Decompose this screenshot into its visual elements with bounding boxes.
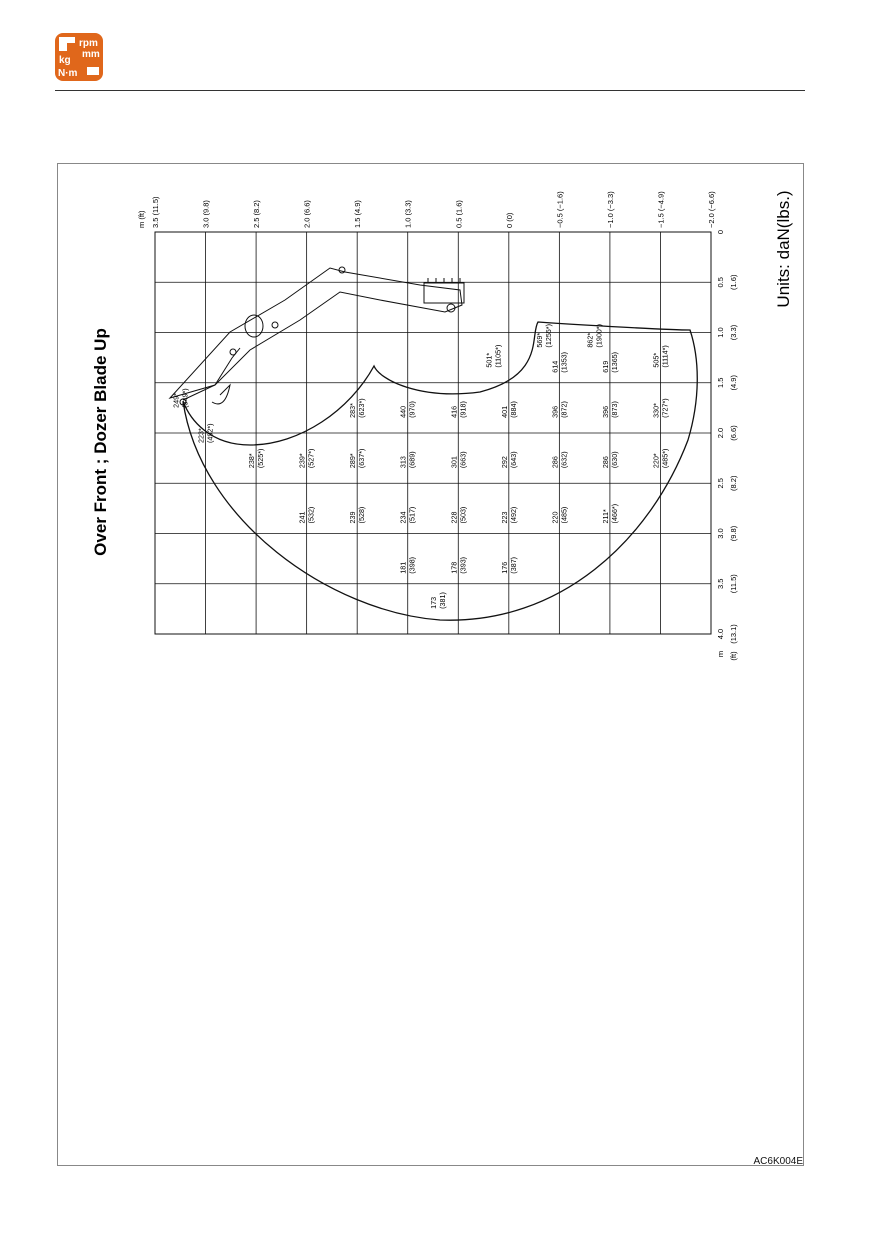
load-value-lbs: (1900*) [594, 323, 604, 348]
load-value-kgf: 234 [398, 511, 408, 524]
load-value-kgf: 313 [398, 456, 408, 469]
load-value-lbs: (527*) [306, 448, 316, 469]
load-point [601, 352, 619, 373]
radius-tick-ft: (4.9) [729, 375, 738, 391]
load-point [348, 398, 366, 418]
radius-unit-m: m [716, 650, 725, 658]
load-value-lbs: (1255*) [544, 323, 554, 348]
load-value-lbs: (623*) [357, 398, 367, 418]
height-tick-label: 0 (0) [504, 212, 514, 228]
height-tick-label: 2.5 (8.2) [252, 200, 262, 228]
load-value-lbs: (387) [508, 556, 518, 574]
load-value-kgf: 301 [449, 456, 459, 469]
height-tick-label: 3.0 (9.8) [201, 200, 211, 228]
height-tick-label: −1.5 (−4.9) [656, 191, 666, 228]
load-value-kgf: 286 [550, 456, 560, 469]
load-value-lbs: (381) [438, 592, 448, 609]
load-point [651, 449, 669, 469]
load-value-kgf: 614 [550, 360, 560, 373]
load-point [449, 401, 467, 418]
load-point [500, 451, 518, 468]
boom-upper-pivot [339, 267, 345, 273]
radius-tick-m: 2.5 [716, 478, 725, 489]
load-point [651, 345, 669, 368]
load-point [500, 557, 518, 574]
load-value-lbs: (492*) [205, 423, 215, 444]
height-tick-label: 2.0 (6.6) [302, 200, 312, 228]
radius-tick-ft: (11.5) [729, 574, 738, 594]
excavator-arm-drawing [170, 267, 464, 405]
load-point [298, 449, 316, 469]
load-value-kgf: 176 [499, 561, 509, 574]
load-value-lbs: (492) [508, 506, 518, 524]
radius-axis [716, 230, 738, 661]
load-value-kgf: 223* [196, 428, 206, 444]
load-point [500, 401, 518, 418]
load-value-lbs: (1105*) [493, 344, 503, 368]
load-value-lbs: (872) [559, 401, 569, 418]
logo-text-mm: mm [82, 49, 100, 60]
load-value-lbs: (1114*) [660, 345, 670, 368]
load-value-kgf: 330* [651, 403, 661, 418]
load-value-kgf: 416 [449, 405, 459, 418]
chart-grid [155, 232, 711, 634]
load-value-kgf: 239 [348, 511, 358, 524]
boom-lower-pivot [272, 322, 278, 328]
load-value-kgf: 228 [449, 511, 459, 524]
radius-unit-ft: (ft) [729, 651, 738, 661]
load-value-kgf: 239* [297, 453, 307, 469]
radius-tick-m: 3.5 [716, 578, 725, 589]
load-point [429, 592, 447, 609]
load-value-kgf: 289* [348, 453, 358, 469]
height-tick-label: 1.0 (3.3) [403, 200, 413, 228]
load-value-kgf: 292 [499, 456, 509, 469]
radius-tick-m: 0 [716, 229, 725, 235]
figure-code: AC6K004E [753, 1156, 803, 1167]
logo-text-kg: kg [59, 55, 71, 66]
load-value-lbs: (549*) [180, 388, 190, 408]
load-point [298, 507, 316, 524]
load-value-lbs: (532) [306, 506, 316, 524]
load-value-lbs: (393) [458, 556, 468, 574]
load-point [601, 504, 619, 524]
load-value-lbs: (663) [458, 451, 468, 469]
load-value-kgf: 173 [429, 596, 439, 609]
radius-tick-m: 0.5 [716, 277, 725, 288]
load-point [399, 557, 417, 574]
load-value-kgf: 286 [600, 456, 610, 469]
radius-tick-ft: (9.8) [729, 525, 738, 542]
load-point [550, 352, 568, 373]
load-value-kgf: 862* [585, 332, 595, 348]
load-capacity-labels [171, 324, 669, 609]
load-value-lbs: (918) [458, 401, 468, 418]
load-value-lbs: (643) [508, 451, 518, 469]
load-value-kgf: 238* [247, 453, 257, 469]
boom-outline [170, 268, 462, 398]
load-value-lbs: (1353) [559, 351, 569, 373]
radius-tick-ft: (1.6) [729, 274, 738, 290]
load-value-kgf: 181 [398, 561, 408, 574]
load-point [399, 507, 417, 524]
load-value-lbs: (503) [458, 506, 468, 524]
load-value-kgf: 396 [600, 405, 610, 418]
load-value-lbs: (727*) [660, 398, 670, 418]
height-tick-label: 1.5 (4.9) [353, 200, 363, 228]
load-point [348, 507, 366, 524]
logo-text-rpm: rpm [79, 38, 98, 49]
load-value-lbs: (970) [407, 401, 417, 418]
radius-tick-ft: (6.6) [729, 425, 738, 441]
load-point [348, 449, 366, 469]
arm-pivot [230, 349, 236, 355]
load-value-lbs: (637*) [357, 448, 367, 469]
load-point [247, 449, 265, 469]
load-value-kgf: 440 [398, 405, 408, 418]
load-point [586, 324, 604, 348]
load-value-kgf: 241 [297, 511, 307, 524]
load-value-kgf: 220 [550, 511, 560, 524]
load-point [651, 398, 669, 418]
load-point [550, 507, 568, 524]
load-point [500, 507, 518, 524]
diagram-title: Over Front ; Dozer Blade Up [91, 328, 110, 556]
load-point [449, 557, 467, 574]
load-point [449, 507, 467, 524]
radius-tick-ft: (3.3) [729, 324, 738, 341]
load-value-lbs: (630) [609, 451, 619, 469]
radius-tick-m: 4.0 [716, 628, 725, 640]
load-value-lbs: (528) [357, 506, 367, 524]
load-value-kgf: 178 [449, 561, 459, 574]
radius-tick-m: 3.0 [716, 528, 725, 539]
load-point [399, 451, 417, 468]
height-tick-label: −0.5 (−1.6) [555, 191, 565, 228]
load-point [550, 451, 568, 468]
logo-text-nm: N·m [58, 68, 78, 79]
height-axis [137, 191, 716, 228]
load-value-lbs: (1365) [609, 351, 619, 373]
load-value-lbs: (517) [407, 506, 417, 524]
load-value-kgf: 211* [600, 509, 610, 524]
load-value-kgf: 220* [651, 453, 661, 469]
load-point [449, 451, 467, 468]
load-value-kgf: 223 [499, 511, 509, 524]
load-point [550, 401, 568, 418]
height-tick-label: 0.5 (1.6) [454, 200, 464, 228]
load-value-kgf: 501* [484, 352, 494, 368]
load-value-kgf: 249* [171, 393, 181, 408]
height-tick-label: 3.5 (11.5) [151, 196, 160, 228]
radius-tick-m: 1.0 [716, 327, 725, 338]
bucket-outline [212, 385, 230, 404]
radius-tick-m: 2.0 [716, 427, 725, 439]
load-point [601, 401, 619, 418]
load-value-lbs: (466*) [609, 503, 619, 524]
load-value-kgf: 569* [535, 332, 545, 348]
load-value-lbs: (398) [407, 556, 417, 574]
load-value-lbs: (884) [508, 401, 518, 418]
load-value-lbs: (873) [609, 401, 619, 418]
load-point [399, 401, 417, 418]
load-value-lbs: (485*) [660, 448, 670, 469]
load-value-kgf: 619 [600, 360, 610, 373]
radius-tick-ft: (13.1) [729, 624, 738, 644]
load-value-kgf: 505* [651, 352, 661, 368]
working-range-envelope [183, 322, 697, 620]
load-value-kgf: 396 [550, 405, 560, 418]
units-label: Units: daN(lbs.) [774, 190, 793, 308]
load-value-lbs: (525*) [256, 448, 266, 469]
load-value-lbs: (689) [407, 451, 417, 469]
load-point [601, 451, 619, 468]
radius-tick-ft: (8.2) [729, 475, 738, 491]
load-value-kgf: 401 [499, 405, 509, 418]
load-point [485, 345, 503, 368]
load-point [535, 324, 553, 348]
load-value-lbs: (485) [559, 506, 569, 524]
radius-tick-m: 1.5 [716, 377, 725, 388]
height-tick-label: −1.0 (−3.3) [605, 191, 615, 228]
height-unit-label: m (ft) [137, 210, 146, 228]
load-value-kgf: 283* [348, 403, 358, 418]
height-tick-label: −2.0 (−6.6) [707, 191, 716, 228]
load-point [171, 388, 189, 408]
load-value-lbs: (632) [559, 451, 569, 469]
